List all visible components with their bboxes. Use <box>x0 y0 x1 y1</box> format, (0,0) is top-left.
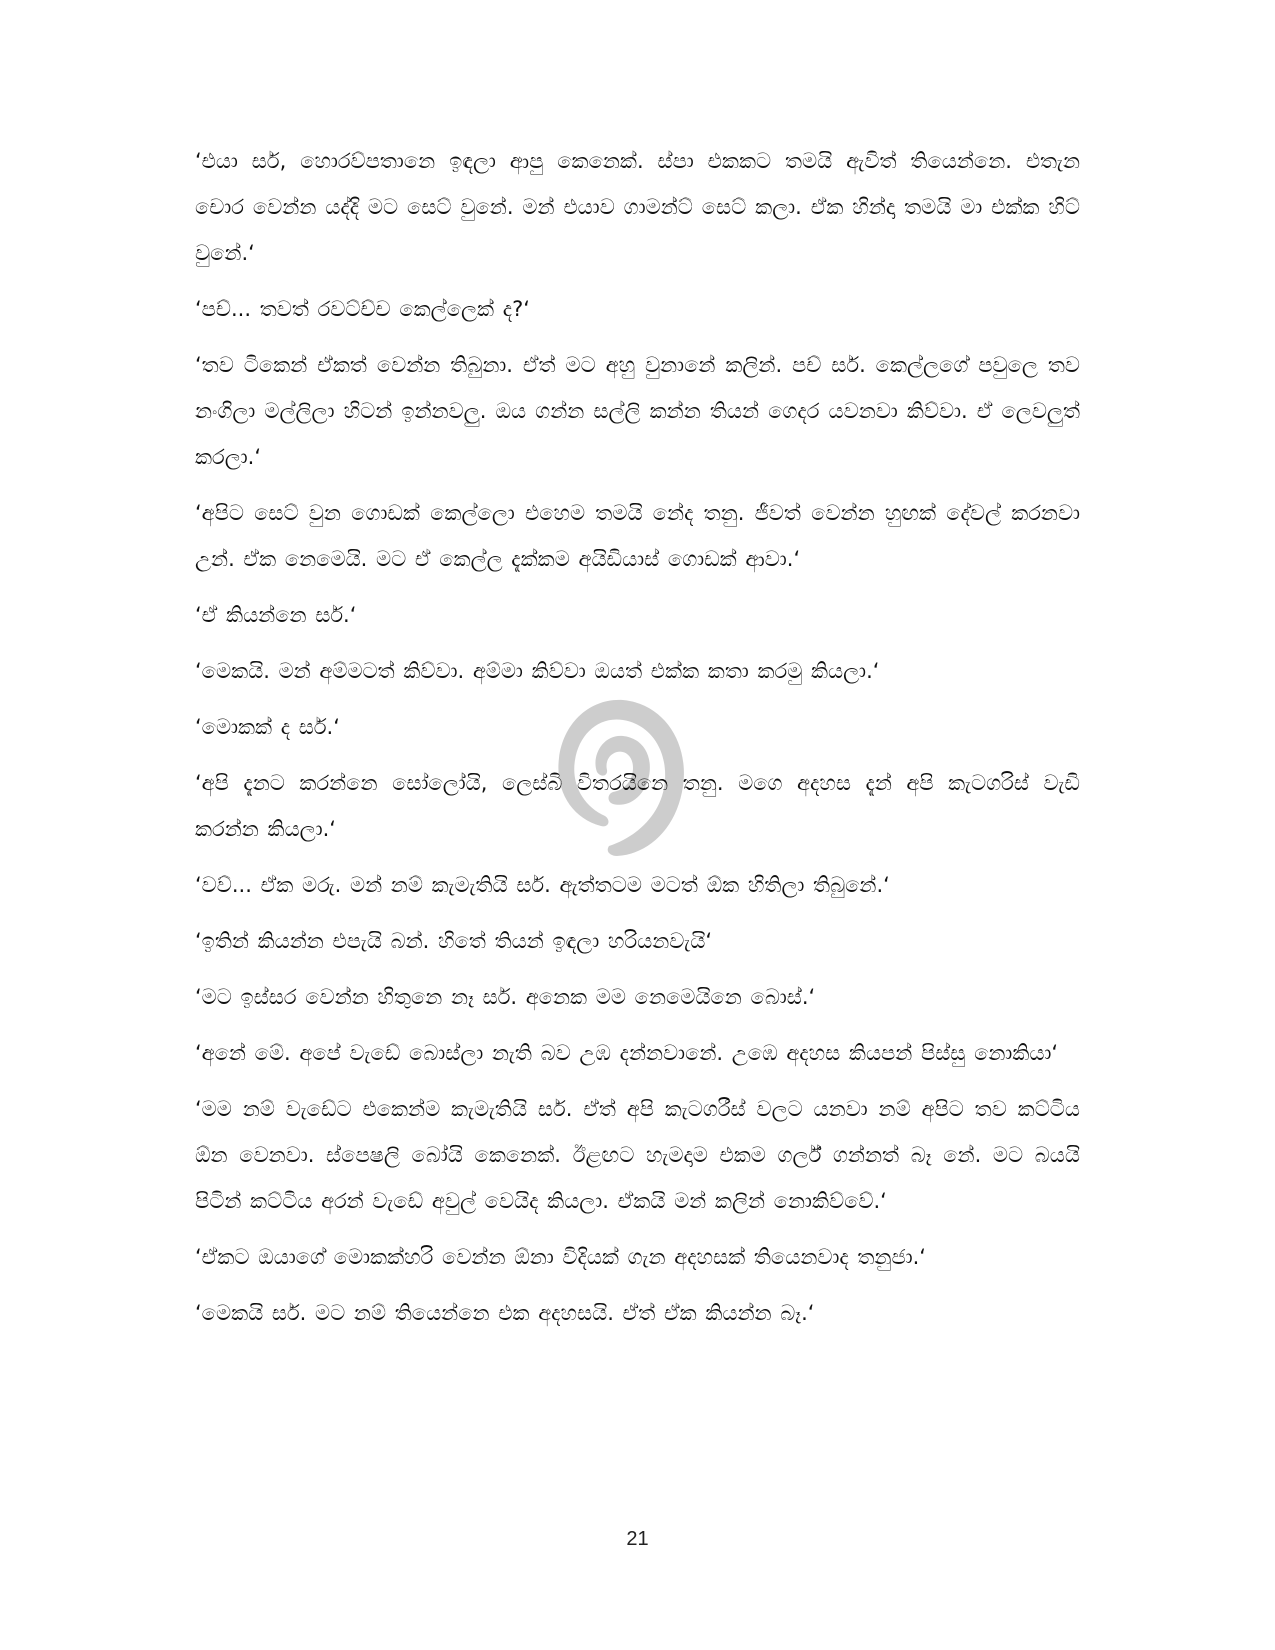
paragraph: ‘අනේ මේ. අපේ වැඩේ බොස්ලා නැති බව උඹ දන්නවානේ. උඹෙ අදහස කියපන් පිස්සු නොකියා‘ <box>195 1041 1059 1065</box>
paragraph: ‘ඉතින් කියන්න එපැයි බන්. හිතේ තියන් ඉඳලා හරියනවැයි‘ <box>195 929 713 953</box>
paragraph: ‘මොකක් ද සර්.‘ <box>195 715 340 739</box>
paragraph: ‘තව ටිකෙන් ඒකත් වෙන්න තිබුනා. ඒත් මට අහු වුනානේ කලින්. පච් සර්. කෙල්ලගේ පවුලෙ තව නංගිලා මල්ලිලා හිටන් ඉන්නවලු. ඔය ගන්න සල්ලි කන්න තියන් ගෙදර යවනවා කිව්වා. ඒ ලෙවලුත් කරලා.‘ <box>195 353 1080 469</box>
paragraph: ‘මට ඉස්සර වෙන්න හිතුනෙ නෑ සර්. අනෙක මම නෙමෙයිනෙ බොස්.‘ <box>195 985 816 1009</box>
paragraph: ‘ඒ කියන්නෙ සර්.‘ <box>195 603 357 627</box>
paragraph: ‘එයා සර්, හොරව්පතානෙ ඉඳලා ආපු කෙනෙක්. ස්පා එකකට තමයි ඇවිත් තියෙන්නෙ. එතැන චොර වෙන්න යද්දි මට සෙට් වුනේ. මන් එයාව ගාමන්ට් සෙට් කලා. ඒක හින්දා තමයි මා එක්ක හිට් වුනේ.‘ <box>195 149 1080 265</box>
paragraph: ‘අපිට සෙට් වුන ගොඩක් කෙල්ලො එහෙම තමයි නේද තනු. ජීවත් වෙන්න හුඟක් දේවල් කරනවා උන්. ඒක නෙමෙයි. මට ඒ කෙල්ල දැක්කම අයිඩියාස් ගොඩක් ආවා.‘ <box>195 501 1080 571</box>
body-text <box>195 138 1080 1346</box>
paragraph: ‘අපි දැනට කරන්නෙ සෝලෝයි, ලෙස්බි විතරයිනෙ තනු. මගෙ අදහස දැන් අපි කැටගරිස් වැඩි කරන්න කියලා.‘ <box>195 771 1080 841</box>
page-number: 21 <box>626 1528 649 1550</box>
paragraph: ‘වව්... ඒක මරු. මන් නම් කැමැතියි සර්. ඇත්තටම මටත් ඕක හිතිලා තිබුනේ.‘ <box>195 873 890 897</box>
paragraph: ‘පච්... තවත් රවට්ච්ච කෙල්ලෙක් ද?‘ <box>195 297 530 321</box>
paragraph: ‘මම නම් වැඩේට එකෙන්ම කැමැතියි සර්. ඒත් අපි කැටගරීස් වලට යනවා නම් අපිට තව කට්ටිය ඕන වෙනවා. ස්පෙෂලි බෝයි කෙනෙක්. ඊළඟට හැමදාම එකම ගර්ල් ගන්නත් බෑ නේ. මට බයයි පිටින් කට්ටිය අරන් වැඩේ අවුල් වෙයිද කියලා. ඒකයි මන් කලින් නොකිව්වේ.‘ <box>195 1097 1080 1213</box>
paragraph: ‘මෙකයි. මන් අම්මටත් කිව්වා. අම්මා කිව්වා ඔයත් එක්ක කතා කරමු කියලා.‘ <box>195 659 880 683</box>
paragraph: ‘ඒකට ඔයාගේ මොකක්හරි වෙන්න ඕනා විදියක් ගැන අදහසක් තියෙනවාද තනුජා.‘ <box>195 1245 926 1269</box>
paragraph: ‘මෙකයි සර්. මට නම් තියෙන්නෙ එක අදහසයි. ඒත් ඒක කියන්න බෑ.‘ <box>195 1301 815 1325</box>
